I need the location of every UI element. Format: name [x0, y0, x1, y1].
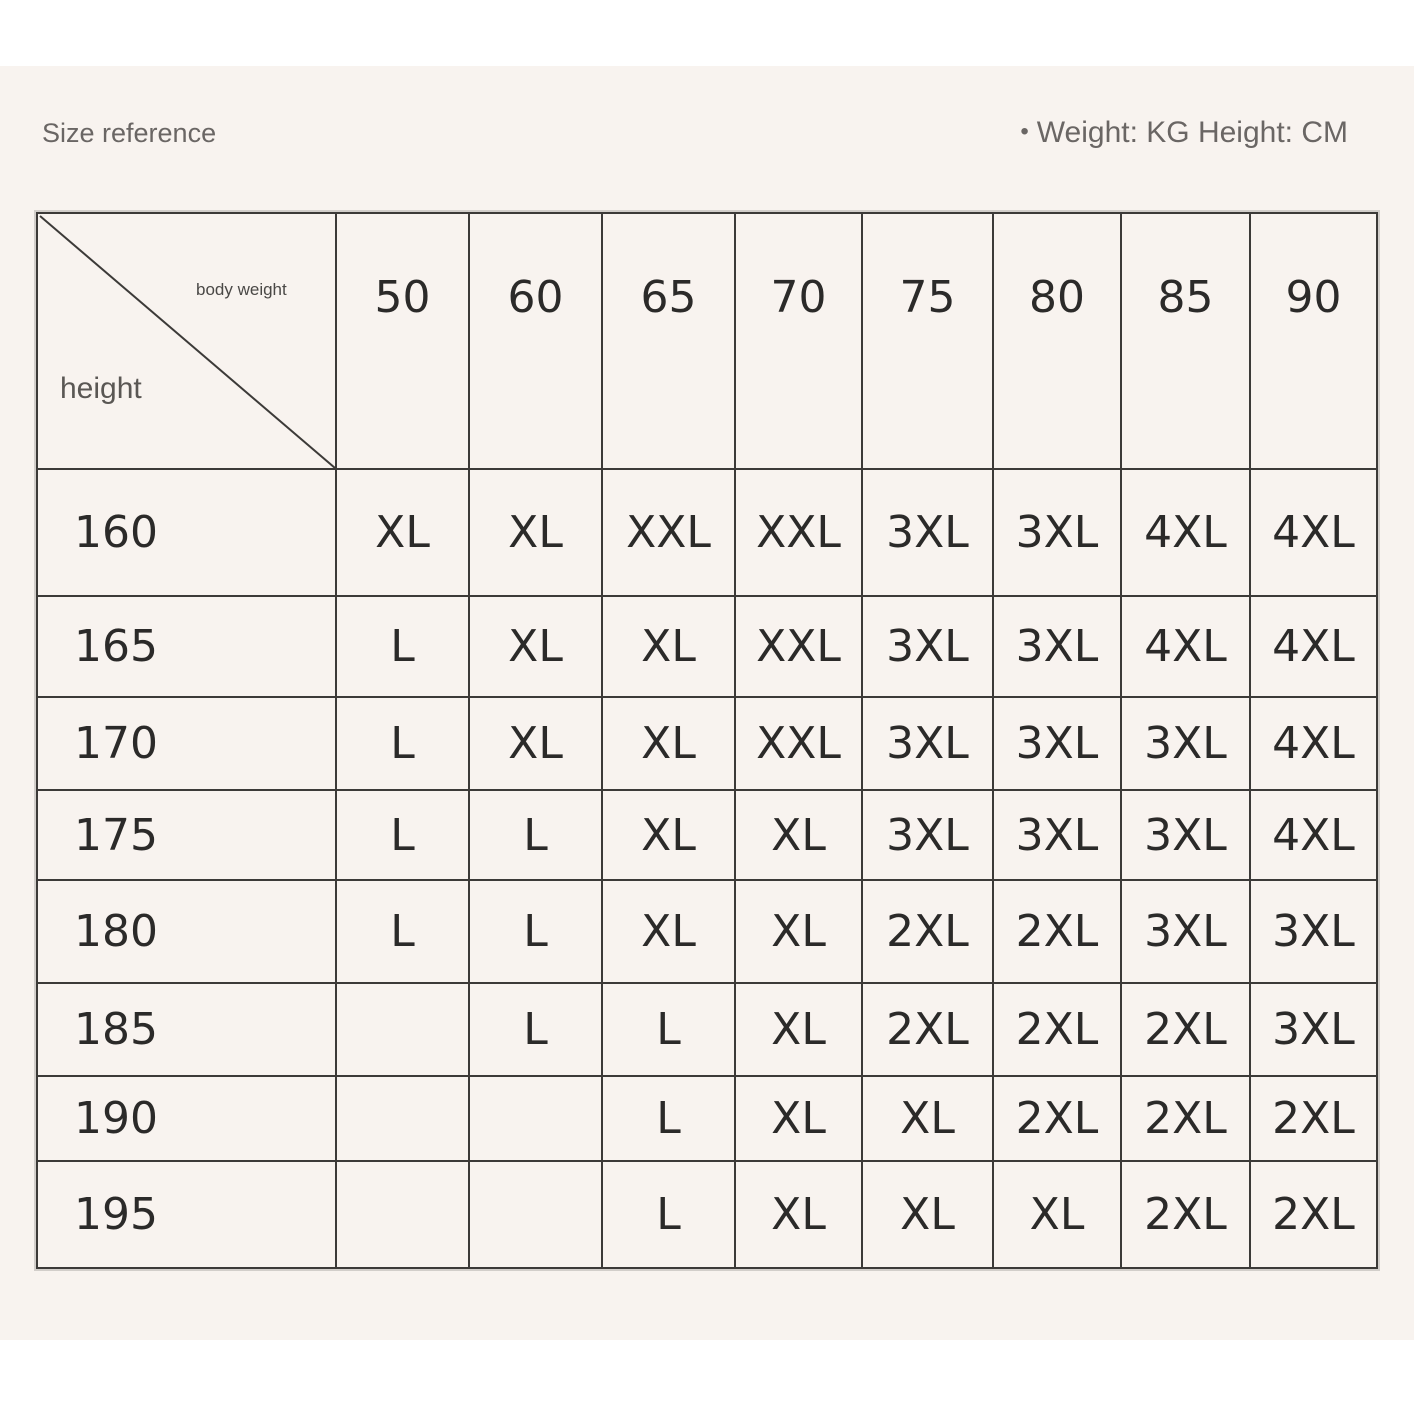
- size-cell: 4XL: [1121, 596, 1250, 697]
- size-cell: XL: [469, 697, 602, 790]
- size-cell: 3XL: [1121, 697, 1250, 790]
- size-cell: 2XL: [993, 880, 1121, 983]
- size-cell: XL: [469, 596, 602, 697]
- size-cell: L: [469, 790, 602, 880]
- height-value-cell: 165: [37, 596, 336, 697]
- size-cell: [469, 1161, 602, 1268]
- size-cell: XL: [469, 469, 602, 596]
- size-chart-panel: [0, 66, 1414, 1340]
- size-cell: XXL: [735, 596, 862, 697]
- table-row: [37, 983, 1377, 1076]
- height-value-cell: 190: [37, 1076, 336, 1161]
- size-cell: 3XL: [862, 697, 993, 790]
- units-note: [1020, 116, 1348, 150]
- size-cell: 4XL: [1121, 469, 1250, 596]
- size-cell: [336, 1076, 469, 1161]
- weight-header-row: [37, 213, 1377, 469]
- size-cell: [336, 983, 469, 1076]
- size-cell: 2XL: [1121, 1076, 1250, 1161]
- size-cell: 3XL: [1121, 880, 1250, 983]
- size-cell: 2XL: [1250, 1161, 1377, 1268]
- size-cell: XL: [602, 790, 735, 880]
- weight-header-cell: 90: [1250, 213, 1377, 469]
- size-cell: XL: [735, 790, 862, 880]
- weight-header-cell: 75: [862, 213, 993, 469]
- size-cell: 4XL: [1250, 790, 1377, 880]
- body-weight-label: body weight: [196, 280, 287, 299]
- table-row: [37, 790, 1377, 880]
- height-value-cell: 185: [37, 983, 336, 1076]
- height-value-cell: 195: [37, 1161, 336, 1268]
- size-cell: 4XL: [1250, 469, 1377, 596]
- size-cell: 3XL: [862, 790, 993, 880]
- size-cell: XL: [735, 1161, 862, 1268]
- weight-header-cell: 70: [735, 213, 862, 469]
- size-cell: XL: [602, 880, 735, 983]
- size-cell: 3XL: [993, 790, 1121, 880]
- size-cell: XL: [735, 1076, 862, 1161]
- size-table: [36, 212, 1378, 1269]
- size-cell: 2XL: [862, 880, 993, 983]
- size-cell: 3XL: [993, 697, 1121, 790]
- size-cell: L: [469, 983, 602, 1076]
- weight-header-cell: 65: [602, 213, 735, 469]
- size-cell: 2XL: [1121, 983, 1250, 1076]
- size-cell: XL: [336, 469, 469, 596]
- size-cell: L: [336, 880, 469, 983]
- table-row: [37, 880, 1377, 983]
- size-cell: L: [602, 1161, 735, 1268]
- size-cell: XL: [602, 596, 735, 697]
- size-cell: 3XL: [1250, 880, 1377, 983]
- diagonal-divider: [38, 214, 337, 470]
- size-cell: L: [469, 880, 602, 983]
- size-cell: XXL: [602, 469, 735, 596]
- size-cell: 3XL: [1121, 790, 1250, 880]
- size-cell: 3XL: [862, 596, 993, 697]
- size-cell: 4XL: [1250, 697, 1377, 790]
- size-cell: 2XL: [862, 983, 993, 1076]
- height-value-cell: 175: [37, 790, 336, 880]
- weight-header-cell: 50: [336, 213, 469, 469]
- size-cell: 3XL: [1250, 983, 1377, 1076]
- table-row: [37, 596, 1377, 697]
- units-label: Weight: KG Height: CM: [1036, 116, 1348, 149]
- size-cell: 3XL: [993, 596, 1121, 697]
- bullet-icon: •: [1020, 118, 1029, 145]
- weight-header-cell: 85: [1121, 213, 1250, 469]
- size-cell: L: [336, 697, 469, 790]
- size-cell: XL: [862, 1161, 993, 1268]
- height-value-cell: 160: [37, 469, 336, 596]
- size-cell: 4XL: [1250, 596, 1377, 697]
- size-cell: XL: [735, 880, 862, 983]
- table-row: [37, 697, 1377, 790]
- size-cell: L: [602, 1076, 735, 1161]
- size-cell: XXL: [735, 469, 862, 596]
- size-cell: XL: [862, 1076, 993, 1161]
- weight-header-cell: 80: [993, 213, 1121, 469]
- size-cell: L: [336, 596, 469, 697]
- weight-header-cell: 60: [469, 213, 602, 469]
- size-cell: XL: [993, 1161, 1121, 1268]
- size-cell: XL: [735, 983, 862, 1076]
- corner-cell: [37, 213, 336, 469]
- size-cell: 2XL: [993, 1076, 1121, 1161]
- page-title: Size reference: [42, 118, 217, 148]
- size-cell: 2XL: [1250, 1076, 1377, 1161]
- height-label: height: [60, 372, 142, 405]
- size-cell: XL: [602, 697, 735, 790]
- size-cell: 2XL: [993, 983, 1121, 1076]
- table-row: [37, 469, 1377, 596]
- size-cell: 3XL: [862, 469, 993, 596]
- table-row: [37, 1076, 1377, 1161]
- size-cell: [469, 1076, 602, 1161]
- size-cell: 2XL: [1121, 1161, 1250, 1268]
- height-value-cell: 180: [37, 880, 336, 983]
- size-cell: XXL: [735, 697, 862, 790]
- table-row: [37, 1161, 1377, 1268]
- size-cell: [336, 1161, 469, 1268]
- height-value-cell: 170: [37, 697, 336, 790]
- size-cell: L: [602, 983, 735, 1076]
- size-cell: 3XL: [993, 469, 1121, 596]
- size-cell: L: [336, 790, 469, 880]
